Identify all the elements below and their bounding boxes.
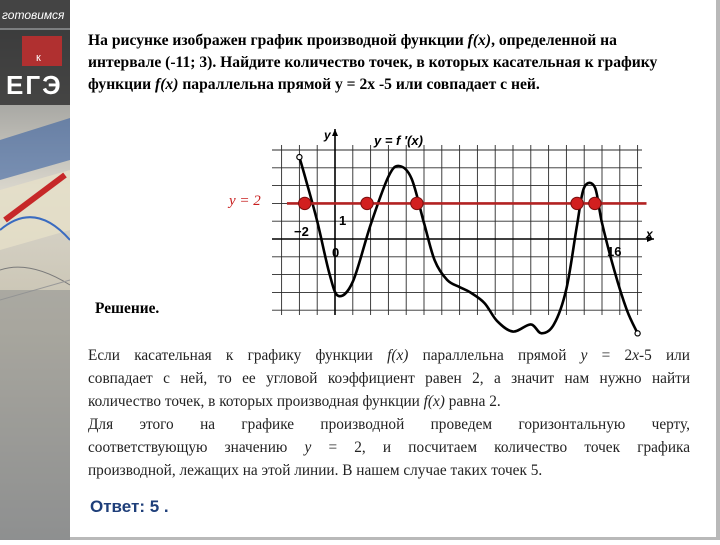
function-label: y = f ′(x) bbox=[374, 133, 423, 148]
sol-text: параллельна прямой bbox=[408, 347, 581, 364]
grid bbox=[272, 145, 642, 315]
y-axis-arrow bbox=[332, 129, 338, 136]
intersection-point bbox=[411, 197, 423, 209]
curve-endpoint-open bbox=[297, 155, 302, 160]
sol-text: = 2, и посчитаем количество точек графика bbox=[311, 439, 690, 456]
sol-var-y: y bbox=[304, 439, 312, 456]
sol-var-y: y bbox=[580, 347, 588, 364]
answer: Ответ: 5 . bbox=[90, 497, 169, 516]
sol-text: равна 2. bbox=[444, 393, 501, 410]
problem-function-1: f(x) bbox=[467, 32, 492, 49]
problem-function-2: f(x) bbox=[155, 76, 179, 93]
sol-function: f(x) bbox=[387, 347, 409, 364]
solution-line-3 bbox=[88, 390, 690, 413]
intersection-point bbox=[571, 197, 583, 209]
sol-text: Если касательная к графику функции bbox=[88, 347, 388, 364]
solution-heading: Решение. bbox=[95, 300, 160, 317]
solution-text bbox=[88, 344, 690, 482]
line-label: y = 2 bbox=[229, 193, 261, 209]
sol-function: f(x) bbox=[423, 393, 445, 410]
sol-text: = 2 bbox=[587, 347, 633, 364]
solution-line-4: Для этого на графике производной проведем горизонтальную черту, bbox=[88, 416, 690, 433]
sidebar-logo: ЕГЭ bbox=[6, 70, 63, 100]
slide-border-bottom bbox=[70, 537, 720, 540]
sol-text: количество точек, в которых производная функции bbox=[88, 393, 424, 410]
sol-var-x: x bbox=[632, 347, 639, 364]
problem-statement bbox=[88, 30, 688, 96]
tick-label-16: 16 bbox=[607, 244, 622, 259]
slide-border-right bbox=[716, 0, 720, 540]
sidebar-decoration bbox=[0, 0, 70, 540]
tick-label-zero: 0 bbox=[332, 245, 340, 260]
solution-line-6: производной, лежащих на этой линии. В нашем случае таких точек 5. bbox=[88, 462, 543, 479]
sidebar-top-text: готовимся bbox=[2, 8, 65, 22]
axes bbox=[272, 129, 654, 315]
sidebar-k-letter: к bbox=[36, 52, 41, 64]
solution-line-5 bbox=[88, 436, 690, 459]
solution-line-1 bbox=[88, 344, 690, 367]
sol-text: -5 или bbox=[639, 347, 690, 364]
problem-text-2: , определенной на интервале (-11; 3). Найдите количество точек, в которых касательная к графику функции bbox=[88, 32, 658, 93]
intersection-point bbox=[361, 197, 373, 209]
derivative-curve bbox=[299, 157, 637, 333]
x-axis-label: x bbox=[646, 227, 653, 241]
intersection-point bbox=[589, 197, 601, 209]
curve-endpoint-open bbox=[635, 331, 640, 336]
y-axis-label: y bbox=[324, 128, 331, 142]
intersection-point bbox=[299, 197, 311, 209]
solution-line-2: совпадает с ней, то ее угловой коэффициент равен 2, а значит нам нужно найти bbox=[88, 370, 690, 387]
problem-text-3: параллельна прямой y = 2x -5 или совпадает с ней. bbox=[178, 76, 540, 93]
problem-text-1: На рисунке изображен график производной функции bbox=[88, 32, 468, 49]
derivative-graph bbox=[229, 125, 662, 315]
tick-label-minus-2: −2 bbox=[294, 224, 309, 239]
sol-text: соответствующую значению bbox=[88, 439, 305, 456]
tick-label-one: 1 bbox=[339, 213, 347, 228]
